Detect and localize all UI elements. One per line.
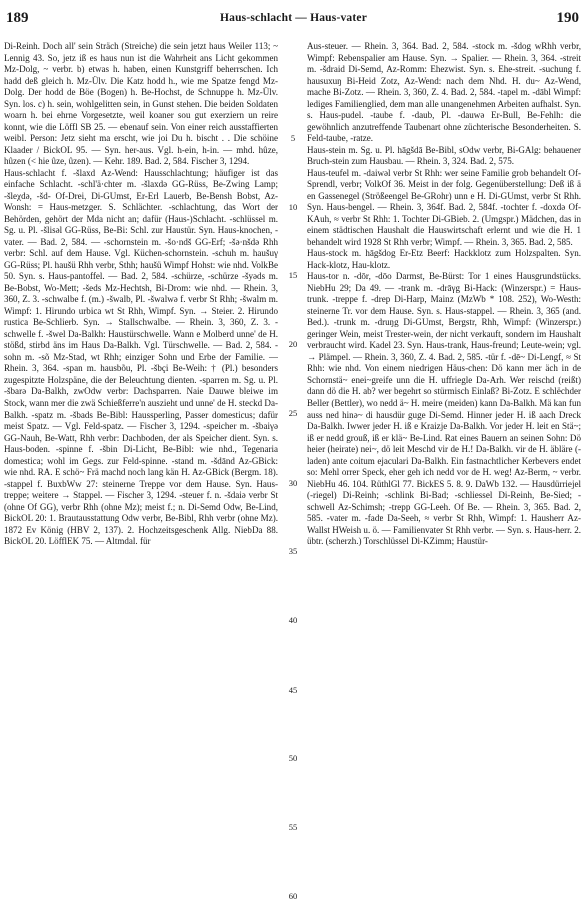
- line-number: 20: [288, 339, 298, 349]
- entry-aus-steuer-continuation: Aus-steuer. — Rhein. 3, 364. Bad. 2, 584. -stock m. -šdog wRhh verbr, Wimpf: Rebenspalier am Hause. Syn. → Spalier. — Rhein. 3, 364. -streit m. -šdraid Di-Semd, Az-Romm: Ehezwist. Syn. s. Ehe-streit. -suchung f. hausuxuŋ Bi-Heid Zotz, Az-Wend: nach dem Nhd. H. du~ Az-Wend, mache Bi-Zotz. — Rhein. 3, 360, Z. 4. Bad. 2, 584. -tapel m. -dābl Wimpf: lediges Familienglied, dem man alle unangenehmen Arbeiten aufhalst. Syn. s. Haus-pudel. -taube f. -daub, Pl. -dauwə Er-Bull, Be-Fehlh: die gewöhnlich anzutreffende Taubenart ohne züchterische Besonderheiten. S. Feld-taube, -ratze.: [307, 41, 581, 144]
- entry-haus-teufel: Haus-teufel m. -daiwəl verbr St Rhh: wer seine Familie grob behandelt Of-Sprendl, verbr; VolkOf 36. Meist in der folg. Gegenüberstellung: Deß iß ä en Gassenegel (Strößeengel Be-GRohr) unn e H. Di-GUmst, verbr St Rhh. Syn. Haus-bengel. — Rhein. 3, 364f. Bad. 2, 584f. -tochter f. -doxdə Of-KAuh, ≈ verbr St Rhh: 1. Tochter Di-GBieb. 2. (Umgspr.) Mädchen, das in einem städtischen Haushalt die Hauswirtschaft erlernt und wie die H. 1 behandelt wird 1928 St Rhh verbr; Wimpf. — Rhein. 3, 365. Bad. 2, 585.: [307, 167, 581, 247]
- line-number: 15: [288, 270, 298, 280]
- right-column: [307, 41, 581, 865]
- line-number: 45: [288, 685, 298, 695]
- running-title: Haus-schlacht — Haus-vater: [219, 12, 368, 24]
- line-number-gutter: [282, 41, 304, 901]
- entry-haus-fragment: Di-Reinh. Doch all' sein Sträch (Streiche) die sein jetzt haus Weiler 113; ~ Lennig 43. So, jetz iß es haus nun ist die Wahrheit ans Licht gekommen Mz-Dolg, ~ verbr. b) etwas h. haben, einen Kunstgriff beherrschen. Ich hadd deß gleich h. Mz-Ülv. Die Katz hodd h., wie me Spatze fengd Mz-Dolg. Der hodd de Böe (Bogen) h. Be-Hochst, de Schnuppe h. Mz-Ülv. Syn. los. c) h. sein, wohlgelitten sein, in Gunst stehen. Die beiden Soldaten woarn h. bei ehrne Vorgesetzte, weil koaner sou gut exerziern un reire konnt, wie die Löffl SB 25. — ebenauf sein. Von einer reich ausstaffierten weibl. Person: Jetz sieht ma erscht, wie joi Du h. bischt . . Die schöine Klaader / BickOL 95. — Syn. her-aus. Vgl. h-ein, h-in. — mhd. hûze, hûzen (< hie ûze, ûzen). — Kehr. 189. Bad. 2, 584. Fischer 3, 1294.: [4, 41, 278, 167]
- page-number-left: 189: [6, 10, 29, 26]
- entry-haus-schlacht: Haus-schlacht f. -šlaxd Az-Wend: Hausschlachtung; häufiger ist das einfache Schlacht. -schl'ä·chter m. -šlaxdə GG-Rüss, Be-Zwing Lamp; -šleχdə, -šd- Of-Drei, Di-GUmst, Er-Erl Lauerb, Be-Bensh Bobst, Az-Wonsh: = Haus-metzger. S. Schlächter. -schlachtung, das Wort der Behörden, gehört der Mda nicht an; dafür (Haus-)Schlacht. -schlüssel m. Sg. u. Pl. -šlisəl GG-Rüss, Be-Bi: Schl. zur Haustür. Syn. Haus-knochen, -vater. — Bad. 2, 584. — -schornstein m. -šo·ndš GG-Erf; -šə·nšdə Rhh verbr: Schl. auf dem Hause. Vgl. Küchen-schornstein. -schuh m. haušuγ GG-Rüss; Pl. haušü Rhh verbr, Sthh; haušü Wimpf Hohst: wie nhd. VolkBe 50. Syn. s. Haus-pantoffel. — Bad. 2, 584. -schürze, -schürze -šyəds m. Be-Bobst, Wo-Mett; -šeds Mz-Hechtsh, Bi-Drom: wie nhd. — Rhein. 3, 360, Z. 3. -schwalbe f. (m.) -šwalb, Pl. -šwalwə f. verbr St Rhh; -šwalm m. Wimpf: 1. Hirundo urbica wt St Rhh, Wimpf. Syn. → Steier. 2. Hirundo rustica Be-Schlierb. Syn. → Stallschwalbe. — Rhein. 3, 360, Z. 3. -schwelle f. -šwel Da-Balkh: Haustürschwelle. Wann e Molberd unne' de H. stößd, stirbd äns im Haus Da-Balkh. Vgl. Türschwelle. — Bad. 2, 584. -sohn m. -sõ Mz-Stad, wt Rhh; einziger Sohn und Erbe der Familie. — Rhein. 3, 364. -span m. hausbõu, Pl. -šbçi Be-Weih: † (Pl.) besonders zugespitzte Holzspäne, die der Beleuchtung dienten. -sparren m. Sg. u. Pl. -šbarə Da-Balkh, zwOdw verbr: Dachsparren. Naie Dauwe bleiwe im Stock, wann mer die zwä Schießferre'n auszieht und unne' de H. steckd Da-Balkh. -spatz m. -šbads Be-Bibl: Haussperling, Passer domesticus; dafür meist Spatz. — Vgl. Feld-spatz. — Fischer 3, 1294. -speicher m. -šbaiγə GG-Nauh, Be-Watt, Rhh verbr: Dachboden, der als Speicher dient. Syn. s. Haus-boden. -spinne f. -šbin Di-Licht, Be-Bibl: wie nhd., Tegenaria domestica; wohl im Gegs. zur Feld-spinne. -stand m. -šdānd Az-GBick: wie nhd. RA. E schö~ Frä machd noch lang kän H. Az-GBick (Bergm. 18). -stappel f. BuxbWw 27: steinerne Treppe vor dem Hause. Syn. Haus-treppe; weitere → Stappel. — Fischer 3, 1294. -steuer f. n. -šdaiə verbr St (ohne Of GG), verbr Rhh (ohne Mz); meist f.; n. Di-Semd Odw, Be-Lind, BickOL 20: 1. Brautausstattung Odw verbr, Be-Bibl, Rhh verbr (ohne Mz). 1872 Ev König (HBV 2, 137). 2. Hochzeitsgeschenk Allg. NiebDa 88. BickOL 20. LöfflEK 75. — Altmdal. für: [4, 167, 278, 547]
- line-number: 40: [288, 615, 298, 625]
- entry-haus-tor: Haus-tor n. -dōr, -dōo Darmst, Be-Bürst: Tor 1 eines Hausgrundstücks. NiebHu 29; Da 49. — -trank m. -drāγg Bi-Hack: (Winzerspr.) = Haus-trunk. -treppe f. -drep Di-Harp, Mainz (MzWb * 108. 252), Wo-Westh: steinerne Tr. vor dem Hause. Syn. s. Haus-stappel. — Rhein. 3, 365 (and. Bed.). -trunk m. -druŋg Di-GUmst, Bergstr, Rhh, Wimpf: (Winzerspr.) geringer Wein, meist Trester-wein, der nicht verkauft, sondern im Haushalt verbraucht wird. Kadel 23. Syn. Haus-trank, Haus-freund; Leute-wein; vgl. → Plämpel. — Rhein. 3, 360, Z. 4. Bad. 2, 585. -tür f. -dē~ Di-Lengf, ≈ St Rhh: wie nhd. Von einem niedrigen Häus-chen: Dö kann mer äch in de Schornstä~ enei~greife unn die H. uffriegle Da-Arh. Wer reischd (reißt) dann dö die H. ab? wer begehrt so stürmisch Einlaß? Bi-Zotz. E schlëchder Beller (Bettler), wo nedd ä~ H. meire (meiden) kann Da-Balkh. Mä kan fun auss ned hinə~ di hausdür guge Di-Semd. Hinner jeder H. iß aach Dreck Da-Balkh. Iwwer jeder H. iß e Kraizje Da-Balkh. Vor jeder H. leit en Stä~; iß er nedd grouß, iß er klä~ Be-Lind. Rat eines Bauern an seinen Sohn: Dö heier (heirate) nei~, dö leit Meschd vir de H.! Da-Balkh. vir de H. äbläre (-laden) ante coitum ejaculari Da-Balkh. Ein fastnachtlicher Kerbevers endet so: Mehl orrer Speck, eher geh ich nedd vor de H. weg! Az-Berm, ~ verbr. NiebHu 46. 104. RüthlGl 77. BickES 5. 8. 9. DaWb 132. — Hausdürriejel (-riegel) Di-Reinh; -schlink Bi-Bad; -schliessel Di-Reinh, Be-Sied; -schwell Az-Schimsh; -trepp GG-Leeh. Of Be. — Rhein. 3, 365. Bad. 2, 585. -vater m. -fadɐ Da-Seeh, ≈ verbr St Rhh, Wimpf: 1. Hausherr Az-Wallst HWeish u. ö. — Familienvater St Rhh verbr. — Syn. s. Haus-herr. 2. übtr. (scherzh.) Torschlüssel Di-KZimm; Haustür-: [307, 271, 581, 547]
- line-number: 35: [288, 546, 298, 556]
- page-number-right: 190: [556, 10, 579, 26]
- line-number: 30: [288, 478, 298, 488]
- line-number: 50: [288, 753, 298, 763]
- entry-haus-stein: Haus-stein m. Sg. u. Pl. hāgšdā Be-Bibl, sOdw verbr, Bi-GAlg: behauener Bruch-stein zum Hausbau. — Rhein. 3, 324. Bad. 2, 575.: [307, 144, 581, 167]
- page-header: [0, 0, 587, 36]
- line-number: 60: [288, 891, 298, 901]
- entry-haus-stock: Haus-stock m. hāgšdog Er-Etz Beerf: Hackklotz zum Holzspalten. Syn. Hack-klotz, Hau-klotz.: [307, 248, 581, 270]
- left-column: [4, 41, 278, 865]
- line-number: 10: [288, 202, 298, 212]
- line-number: 25: [288, 408, 298, 418]
- line-number: 5: [290, 133, 296, 143]
- line-number: 55: [288, 822, 298, 832]
